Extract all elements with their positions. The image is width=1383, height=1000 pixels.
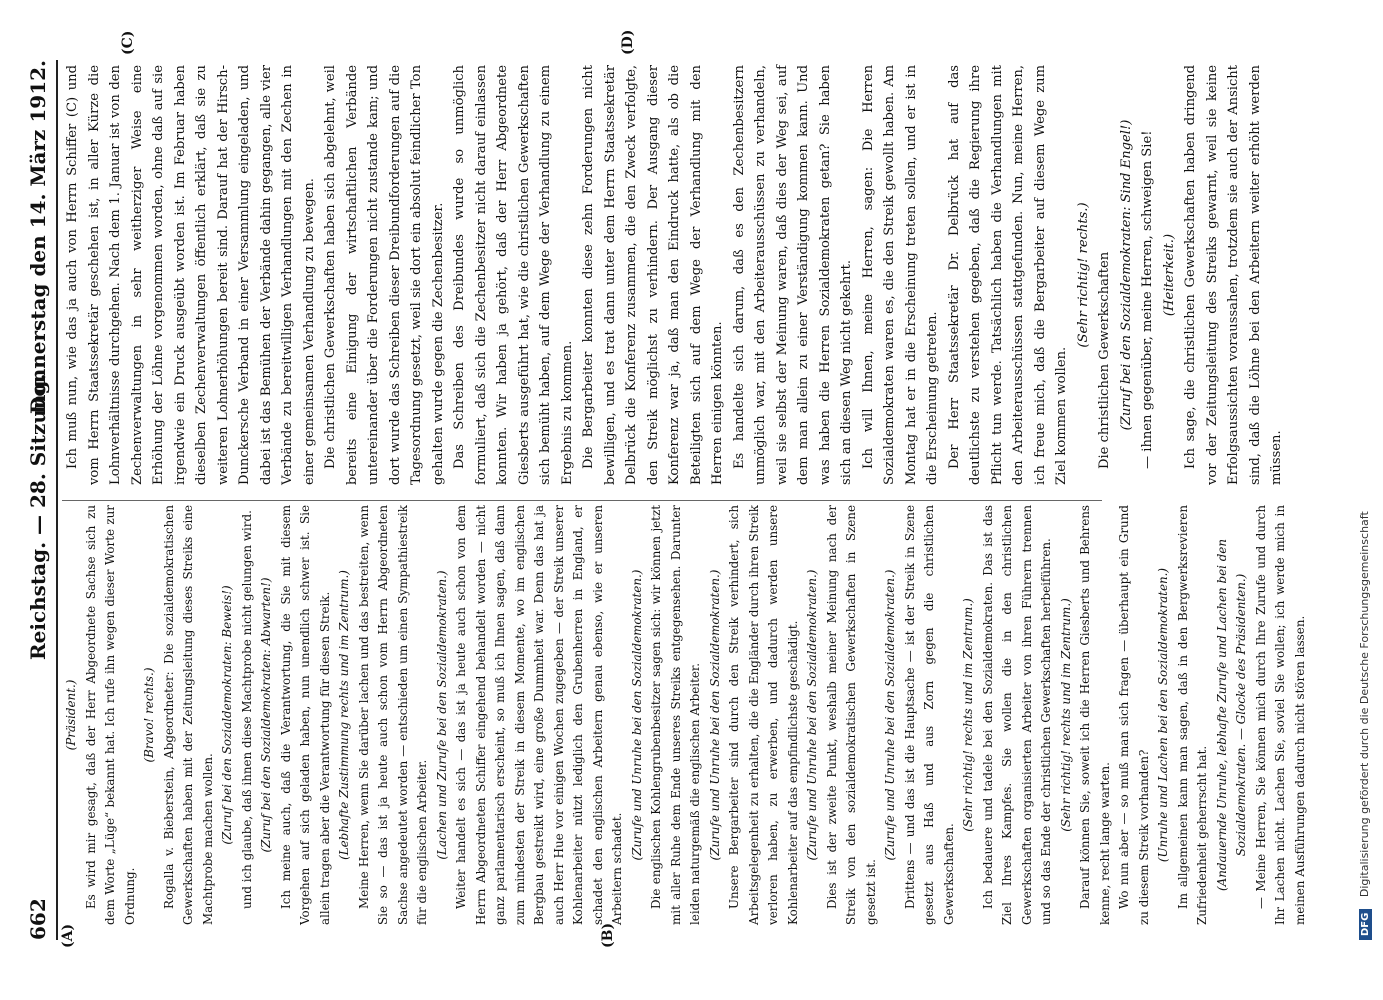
- text-column-right: [62, 65, 1288, 485]
- column-divider: [62, 500, 1102, 501]
- stage-direction: (Sehr richtig! rechts und im Zentrum.): [961, 598, 975, 832]
- stage-direction: (Heiterkeit.): [1161, 233, 1177, 317]
- stage-direction: (Präsident.): [64, 679, 78, 751]
- paragraph: Das Schreiben des Dreibundes wurde so unmöglich formuliert, daß sich die Zechenbesitzer nicht darauf einlassen konnten. Wir haben ja gehört, daß der Herr Abgeordnete Giesberts ausgeführt hat, wie die christlichen Gewerkschaften sich bemüht haben, auf dem Wege der Verhandlung zu einem Ergebnis zu kommen.: [452, 65, 575, 485]
- text-column-left: [62, 505, 1310, 925]
- paragraph: Es wird mir gesagt, daß der Herr Abgeordnete Sachse sich zu dem Worte „Lüge“ bekannt hat. Ich rufe ihn wegen dieser Worte zur Ordnung.: [83, 505, 137, 925]
- paragraph: Im allgemeinen kann man sagen, daß in den Bergwerksrevieren Zufriedenheit geherrscht hat.: [1175, 505, 1209, 925]
- header-rule: [56, 60, 58, 940]
- session-title: Reichstag. — 28. Sitzung.: [26, 373, 50, 660]
- margin-marker-a: (A): [60, 923, 76, 948]
- paragraph: Es handelte sich darum, daß es den Zechenbesitzern unmöglich war, mit den Arbeiterausschüssen zu verhandeln, weil sie selbst der Meinung waren, daß dies der Weg sei, auf dem man allein zu einer Verständigung kommen kann. Und was haben die Herren Sozialdemokraten getan? Sie haben sich an diesen Weg nicht gekehrt.: [731, 65, 854, 485]
- margin-marker-d: (D): [620, 29, 636, 55]
- paragraph: — ihnen gegenüber, meine Herren, schweigen Sie!: [1140, 130, 1155, 469]
- margin-marker-c: (C): [120, 30, 136, 55]
- paragraph: Ich bedauere und tadele bei den Sozialdemokraten. Das ist das Ziel Ihres Kampfes. Sie wollen die in den christlichen Gewerkschaften organisierten Arbeiter von ihren Führern trennen und so das Ende der christlichen Gewerkschaften herbeiführen.: [980, 505, 1053, 925]
- paragraph: Ich muß nun, wie das ja auch von Herrn Schiffer (C) und vom Herrn Staatssekretär geschehen ist, in aller Kürze die Lohnverhältnisse durchgehen. Nach dem 1. Januar ist von den Zechenverwaltungen in sehr weitherziger Weise eine Erhöhung der Löhne vorgenommen worden, ohne daß auf sie irgendwie ein Druck ausgeübt worden ist. Im Februar haben dieselben Zechenverwaltungen öffentlich erklärt, daß sie zu weiteren Lohnerhöhungen bereit sind. Darauf hat der Hirsch-Dunckersche Verband in einer Versammlung eingeladen, und dabei ist das Bemühen der Verbände dahin gegangen, alle vier Verbände zu bereitwilligen Verhandlungen mit den Zechen in einer gemeinsamen Verhandlung zu bewegen.: [65, 65, 317, 485]
- paragraph: Wo nun aber — so muß man sich fragen — überhaupt ein Grund zu diesem Streik vorhanden?: [1117, 505, 1151, 925]
- paragraph: Der Herr Staatssekretär Dr. Delbrück hat auf das deutlichste zu verstehen gegeben, daß die Regierung ihre Pflicht tun werde. Tatsächlich haben die Verhandlungen mit den Arbeiterausschüssen stattgefunden. Nun, meine Herren, ich freue mich, daß die Bergarbeiter auf diesem Wege zum Ziel kommen wollen.: [946, 65, 1069, 485]
- stage-direction: (Zuruf bei den Sozialdemokraten: Sind Engel!): [1118, 119, 1134, 431]
- paragraph: Dies ist der zweite Punkt, weshalb meiner Meinung nach der Streik von den sozialdemokratischen Gewerkschaften in Szene gesetzt ist.: [824, 505, 878, 925]
- dfg-logo: DFG: [1359, 909, 1372, 940]
- paragraph: Die englischen Kohlengrubenbesitzer sagen sich: wir können jetzt mit aller Ruhe dem Ende unseres Streiks entgegensehen. Darunter leiden naturgemäß die englischen Arbeiter.: [649, 505, 702, 925]
- paragraph: Weiter handelt es sich — das ist ja heute auch schon von dem Herrn Abgeordneten Schiffer eingehend behandelt worden — nicht ganz parlamentarisch erscheint, so muß ich Ihnen sagen, daß dann zum mindesten der Streik in diesem Momente, wo im englischen Bergbau gestreikt wird, eine große Dummheit war. Denn das hat ja auch Herr Hue vor einigen Wochen zugegeben — der Streik unserer Kohlenarbeiter nützt lediglich den Grubenherren in England, er schadet den englischen Arbeitern genau ebenso, wie er unseren Arbeitern schadet.: [454, 505, 624, 925]
- stage-direction: (Zuruf bei den Sozialdemokraten: Abwarten!): [259, 577, 273, 853]
- paragraph: Darauf können Sie, soweit ich die Herren Giesberts und Behrens kenne, recht lange warten.: [1078, 505, 1112, 925]
- paragraph: Unsere Bergarbeiter sind durch den Streik verhindert, sich Arbeitsgelegenheit zu erhalten, die die Engländer durch ihren Streik verloren haben, zu erwerben, und dadurch werden unsere Kohlenarbeiter auf das empfindlichste geschädigt.: [727, 505, 800, 925]
- paragraph: Die christlichen Gewerkschaften haben sich abgelehnt, weil bereits eine Einigung der wirtschaftlichen Verbände untereinander über die Forderungen nicht zustande kam; und dort wurde das Schreiben dieser Dreibundforderungen auf die Tagesordnung gesetzt, weil sie dort ein absolut feindlicher Ton gehalten wurde gegen die Zechenbesitzer.: [323, 65, 446, 485]
- paragraph: Meine Herren, wenn Sie darüber lachen und das bestreiten, wenn Sie so — das ist ja heute auch schon vom Herrn Abgeordneten Sachse angedeutet worden — entschieden um einen Sympathiestreik für die englischen Arbeiter.: [356, 505, 429, 925]
- paragraph: — Meine Herren, Sie können mich durch Ihre Zurufe und durch Ihr Lachen nicht. Lachen Sie, soviel Sie wollen; ich werde mich in meinen Ausführungen dadurch nicht stören lassen.: [1253, 505, 1307, 925]
- session-date: Donnerstag den 14. März 1912.: [26, 60, 50, 414]
- footer-text: Digitalisierung gefördert durch die Deutsche Forschungsgemeinschaft: [1358, 511, 1371, 898]
- stage-direction: (Unruhe und Lachen bei den Sozialdemokraten.): [1156, 567, 1170, 863]
- stage-direction: (Bravo! rechts.): [142, 667, 156, 763]
- stage-direction: (Lachen und Zurufe bei den Sozialdemokraten.): [434, 570, 449, 860]
- paragraph: Die christlichen Gewerkschaften: [1097, 251, 1112, 469]
- page-number: 662: [26, 898, 50, 940]
- page-header: [26, 60, 54, 940]
- stage-direction: (Andauernde Unruhe, lebhafte Zurufe und Lachen bei den Sozialdemokraten. — Glocke des Präsidenten.): [1214, 538, 1248, 892]
- stage-direction: (Zurufe und Unruhe bei den Sozialdemokraten.): [707, 569, 722, 861]
- stage-direction: (Sehr richtig! rechts und im Zentrum.): [1058, 598, 1073, 832]
- stage-direction: (Zurufe und Unruhe bei den Sozialdemokraten.): [629, 569, 644, 861]
- margin-marker-b: (B): [600, 922, 616, 948]
- paragraph: Ich meine auch, daß die Verantwortung, die Sie mit diesem Vorgehen auf sich geladen haben, nun unendlich schwer ist. Sie allein tragen aber die Verantwortung für diesen Streik.: [278, 505, 332, 925]
- stage-direction: (Sehr richtig! rechts.): [1075, 202, 1091, 348]
- paragraph: Ich sage, die christlichen Gewerkschaften haben dringend vor der Zeitungsleitung des Streiks gewarnt, weil sie keine Erfolgsaussichten voraussahen, trotzdem sie auch der Ansicht sind, daß die Löhne bei den Arbeitern weiter erhöht werden müssen.: [1183, 65, 1284, 485]
- page-footer: [1358, 60, 1372, 940]
- stage-direction: (Zuruf bei den Sozialdemokraten: Beweis!): [220, 585, 234, 845]
- paragraph: Drittens — und das ist die Hauptsache — ist der Streik in Szene gesetzt aus Haß und aus Zorn gegen die christlichen Gewerkschaften.: [902, 505, 956, 925]
- stage-direction: (Zurufe und Unruhe bei den Sozialdemokraten.): [883, 569, 897, 861]
- paragraph: Ich will Ihnen, meine Herren, sagen: Die Herren Sozialdemokraten waren es, die den Streik gewollt haben. Am Montag hat er in die Erscheinung treten sollen, und er ist in die Erscheinung getreten.: [860, 65, 940, 485]
- paragraph: Rogalla v. Bieberstein, Abgeordneter: Die sozialdemokratischen Gewerkschaften haben mit der Zeitungsleitung dieses Streiks eine Machtprobe machen wollen.: [161, 505, 215, 925]
- paragraph: Die Bergarbeiter konnten diese zehn Forderungen nicht bewilligen, und es trat dann unter dem Herrn Staatssekretär Delbrück die Konferenz zusammen, die den Zweck verfolgte, den Streik möglichst zu verhindern. Der Ausgang dieser Konferenz war ja, daß man den Eindruck hatte, als ob die Beteiligten sich auf dem Wege der Verhandlung mit den Herren einigen könnten.: [581, 65, 725, 485]
- paragraph: und ich glaube, daß ihnen diese Machtprobe nicht gelungen wird.: [239, 510, 254, 909]
- stage-direction: (Lebhafte Zustimmung rechts und im Zentrum.): [337, 570, 351, 860]
- stage-direction: (Zurufe und Unruhe bei den Sozialdemokraten.): [805, 569, 819, 861]
